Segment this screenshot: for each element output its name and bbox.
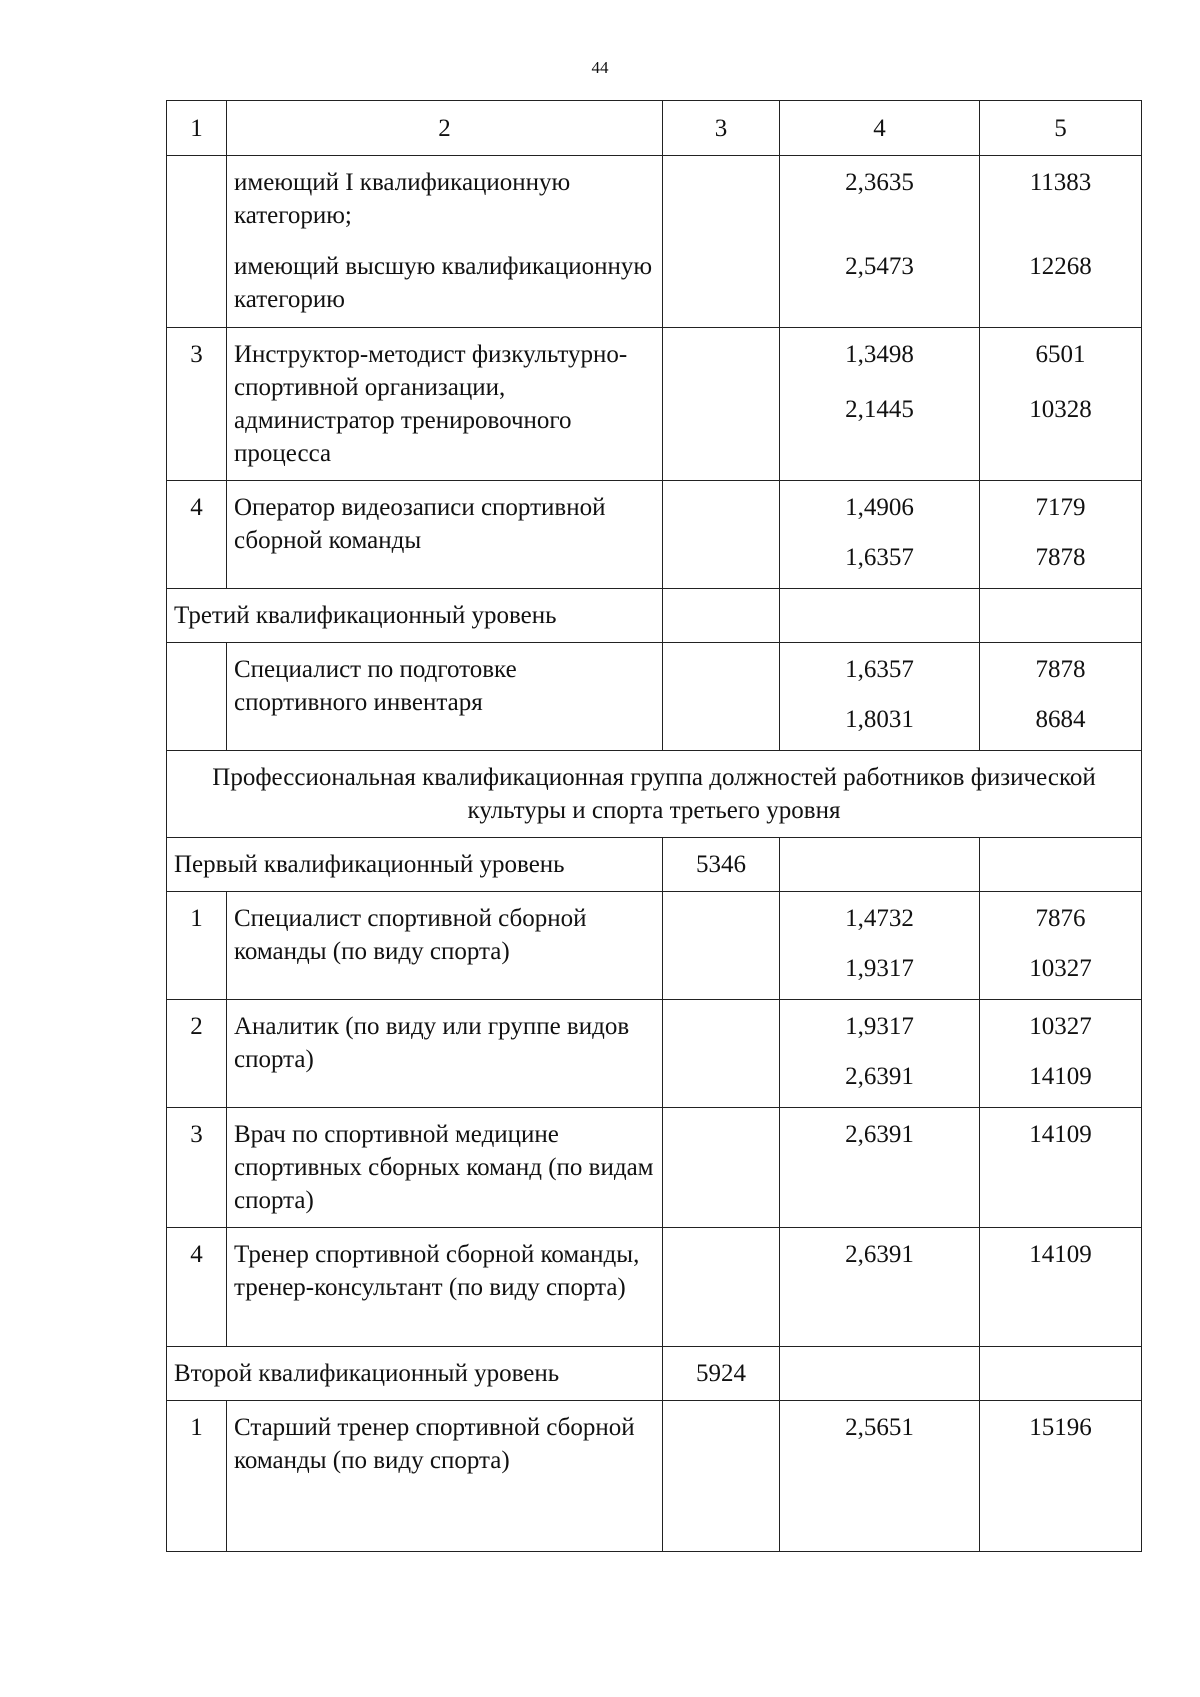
base-salary-cell	[663, 892, 780, 1000]
salary-value: 6501	[1035, 341, 1086, 368]
base-salary-cell	[663, 1000, 780, 1108]
row-number: 4	[167, 1228, 227, 1347]
table-row	[167, 1401, 1142, 1552]
salary-cell	[980, 892, 1142, 1000]
group-title: Профессиональная квалификационная группа должностей работников физической культуры и спорта третьего уровня	[167, 751, 1142, 838]
coefficient-value: 2,5473	[845, 253, 914, 280]
salary-value: 14109	[1029, 1063, 1092, 1090]
row-number: 1	[167, 892, 227, 1000]
salary-cell	[980, 838, 1142, 892]
position-name: Тренер спортивной сборной команды, тренер-консультант (по виду спорта)	[227, 1228, 663, 1347]
salary-value: 15196	[980, 1401, 1142, 1552]
column-header: 5	[980, 101, 1142, 156]
salary-value: 14109	[980, 1228, 1142, 1347]
coefficient-cell	[780, 156, 980, 328]
coefficient-value: 2,3635	[845, 169, 914, 196]
qualification-level-label: Первый квалификационный уровень	[167, 838, 663, 892]
coefficient-cell	[780, 1347, 980, 1401]
column-header: 2	[227, 101, 663, 156]
qualification-level-row	[167, 838, 1142, 892]
salary-value: 10328	[1029, 396, 1092, 423]
row-number	[167, 156, 227, 328]
qualification-level-row	[167, 1347, 1142, 1401]
salary-value: 12268	[1029, 253, 1092, 280]
base-salary-cell	[663, 156, 780, 328]
coefficient-value: 1,4732	[845, 905, 914, 932]
salary-value: 7878	[1035, 656, 1086, 683]
salary-value: 7878	[1035, 544, 1086, 571]
column-header: 1	[167, 101, 227, 156]
salary-cell	[980, 1347, 1142, 1401]
salary-value: 7179	[1035, 494, 1086, 521]
table-row	[167, 1000, 1142, 1108]
base-salary-cell	[663, 481, 780, 589]
row-number: 4	[167, 481, 227, 589]
salary-value: 14109	[980, 1108, 1142, 1228]
position-name: Специалист спортивной сборной команды (по виду спорта)	[227, 892, 663, 1000]
group-title-row	[167, 751, 1142, 838]
row-number: 3	[167, 328, 227, 481]
base-salary-cell	[663, 589, 780, 643]
salary-cell	[980, 481, 1142, 589]
coefficient-value: 1,6357	[845, 544, 914, 571]
position-text: имеющий I квалификационную категорию;	[234, 169, 571, 229]
table-header-row	[167, 101, 1142, 156]
salary-cell	[980, 156, 1142, 328]
table-row	[167, 892, 1142, 1000]
position-name	[227, 156, 663, 328]
position-name: Оператор видеозаписи спортивной сборной команды	[227, 481, 663, 589]
coefficient-cell	[780, 481, 980, 589]
coefficient-value: 1,9317	[845, 955, 914, 982]
salary-value: 10327	[1029, 955, 1092, 982]
coefficient-value: 2,5651	[780, 1401, 980, 1552]
position-name: Специалист по подготовке спортивного инвентаря	[227, 643, 663, 751]
coefficient-cell	[780, 892, 980, 1000]
salary-table	[166, 100, 1142, 1552]
coefficient-value: 1,9317	[845, 1013, 914, 1040]
position-name: Инструктор-методист физкультурно-спортивной организации, администратор тренировочного процесса	[227, 328, 663, 481]
coefficient-value: 2,1445	[845, 396, 914, 423]
base-salary-cell	[663, 1108, 780, 1228]
base-salary-cell	[663, 328, 780, 481]
base-salary-cell	[663, 643, 780, 751]
table-row	[167, 156, 1142, 328]
row-number: 1	[167, 1401, 227, 1552]
coefficient-value: 2,6391	[845, 1063, 914, 1090]
column-header: 4	[780, 101, 980, 156]
page-number: 44	[591, 58, 609, 77]
coefficient-cell	[780, 589, 980, 643]
position-name: Старший тренер спортивной сборной команды (по виду спорта)	[227, 1401, 663, 1552]
coefficient-cell	[780, 838, 980, 892]
position-name: Аналитик (по виду или группе видов спорта)	[227, 1000, 663, 1108]
qualification-level-label: Второй квалификационный уровень	[167, 1347, 663, 1401]
coefficient-cell	[780, 1000, 980, 1108]
position-name: Врач по спортивной медицине спортивных сборных команд (по видам спорта)	[227, 1108, 663, 1228]
salary-cell	[980, 1000, 1142, 1108]
salary-value: 7876	[1035, 905, 1086, 932]
salary-value: 8684	[1035, 706, 1086, 733]
salary-cell	[980, 589, 1142, 643]
coefficient-value: 2,6391	[780, 1108, 980, 1228]
table-row	[167, 328, 1142, 481]
base-salary-cell: 5924	[663, 1347, 780, 1401]
coefficient-value: 1,6357	[845, 656, 914, 683]
table-row	[167, 1108, 1142, 1228]
qualification-level-label: Третий квалификационный уровень	[167, 589, 663, 643]
row-number: 2	[167, 1000, 227, 1108]
coefficient-value: 1,4906	[845, 494, 914, 521]
coefficient-value: 2,6391	[780, 1228, 980, 1347]
salary-value: 10327	[1029, 1013, 1092, 1040]
salary-value: 11383	[1029, 169, 1092, 196]
qualification-level-row	[167, 589, 1142, 643]
table-row	[167, 1228, 1142, 1347]
table-row	[167, 481, 1142, 589]
coefficient-cell	[780, 328, 980, 481]
column-header: 3	[663, 101, 780, 156]
row-number: 3	[167, 1108, 227, 1228]
salary-cell	[980, 643, 1142, 751]
base-salary-cell: 5346	[663, 838, 780, 892]
position-text: имеющий высшую квалификационную категорию	[234, 253, 653, 313]
table-row	[167, 643, 1142, 751]
base-salary-cell	[663, 1228, 780, 1347]
coefficient-cell	[780, 643, 980, 751]
coefficient-value: 1,8031	[845, 706, 914, 733]
coefficient-value: 1,3498	[845, 341, 914, 368]
row-number	[167, 643, 227, 751]
base-salary-cell	[663, 1401, 780, 1552]
salary-cell	[980, 328, 1142, 481]
